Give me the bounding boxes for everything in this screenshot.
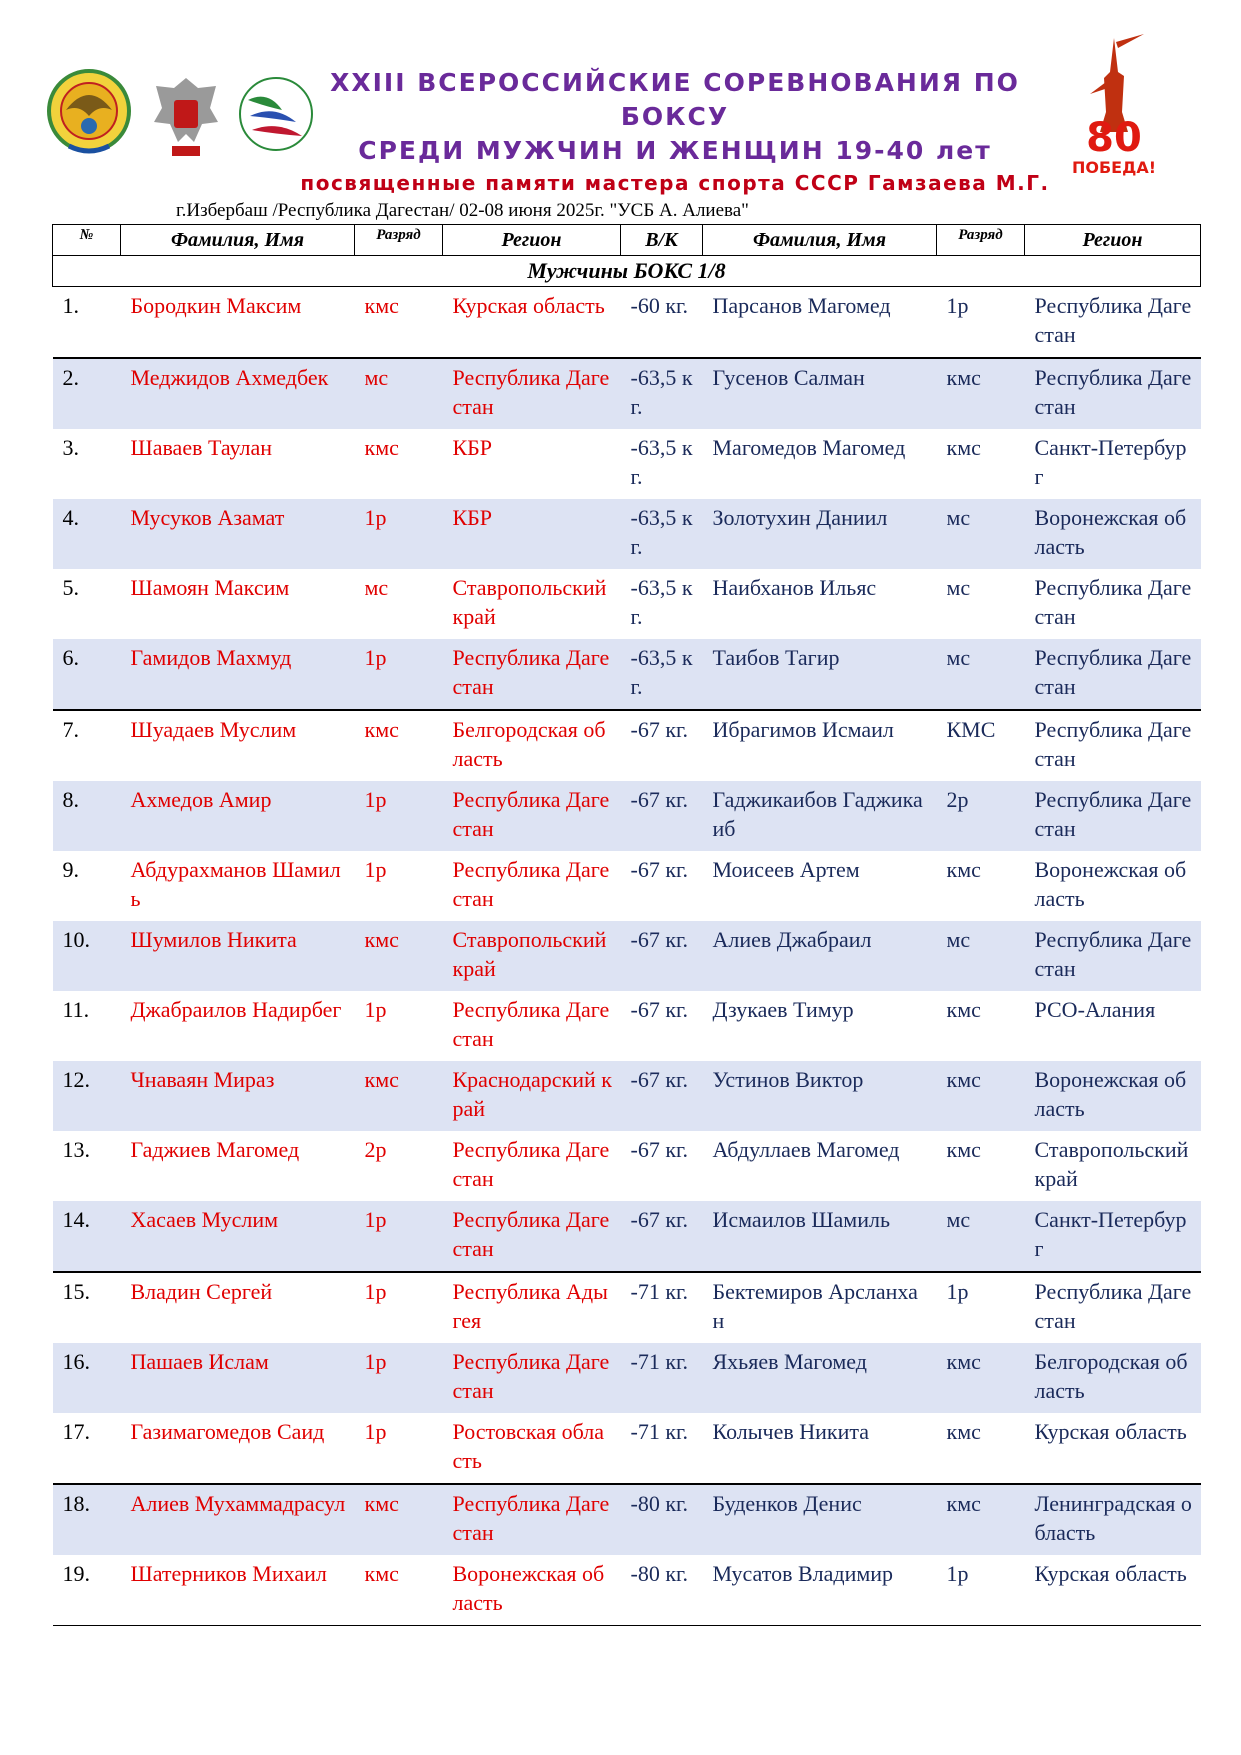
blue-fighter-rank: 1р xyxy=(937,1555,1025,1626)
table-row xyxy=(53,1413,1201,1484)
table-row xyxy=(53,499,1201,569)
table-row xyxy=(53,639,1201,710)
weight-class: -80 кг. xyxy=(621,1555,703,1626)
red-fighter-region: Республика Дагестан xyxy=(443,781,621,851)
red-fighter-region: Республика Дагестан xyxy=(443,639,621,710)
red-fighter-name: Газимагомедов Саид xyxy=(130,1419,325,1444)
weight-class: -63,5 кг. xyxy=(621,639,703,710)
red-fighter-name: Шумилов Никита xyxy=(121,921,355,991)
blue-fighter-name: Наибханов Ильяс xyxy=(712,575,877,600)
blue-fighter-region: Республика Дагестан xyxy=(1025,1272,1201,1343)
blue-fighter-rank: кмс xyxy=(946,1137,981,1162)
blue-fighter-name: Алиев Джабраил xyxy=(703,921,937,991)
bout-number: 17. xyxy=(62,1419,90,1444)
col-red-rank: Разряд xyxy=(355,225,443,256)
blue-fighter-name: Магомедов Магомед xyxy=(712,435,906,460)
red-fighter-rank: 1р xyxy=(364,1419,387,1444)
weight-class: -67 кг. xyxy=(621,1061,703,1131)
victory-80-badge xyxy=(1066,32,1162,182)
blue-fighter-rank: кмс xyxy=(946,435,981,460)
weight-class: -71 кг. xyxy=(621,1272,703,1343)
red-fighter-rank: 1р xyxy=(364,857,387,882)
table-row xyxy=(53,710,1201,781)
blue-fighter-name: Бектемиров Арсланхан xyxy=(703,1272,937,1343)
blue-fighter-rank: мс xyxy=(937,639,1025,710)
red-fighter-region: Республика Дагестан xyxy=(452,857,610,911)
blue-fighter-rank: кмс xyxy=(937,358,1025,429)
red-fighter-rank: кмс xyxy=(355,710,443,781)
bout-number: 10. xyxy=(53,921,121,991)
red-fighter-rank: 2р xyxy=(364,1137,387,1162)
red-fighter-name: Гаджиев Магомед xyxy=(130,1137,300,1162)
red-fighter-rank: 1р xyxy=(355,1201,443,1272)
section-title: Мужчины БОКС 1/8 xyxy=(53,256,1201,287)
blue-fighter-name: Устинов Виктор xyxy=(703,1061,937,1131)
weight-class: -63,5 кг. xyxy=(630,575,693,629)
blue-fighter-name: Моисеев Артем xyxy=(712,857,860,882)
blue-fighter-name: Парсанов Магомед xyxy=(703,287,937,359)
red-fighter-name: Чнаваян Мираз xyxy=(121,1061,355,1131)
weight-class: -67 кг. xyxy=(630,997,689,1022)
blue-fighter-rank: кмс xyxy=(946,1419,981,1444)
red-fighter-rank: 1р xyxy=(355,781,443,851)
red-fighter-name: Мусуков Азамат xyxy=(121,499,355,569)
red-fighter-rank: кмс xyxy=(355,1061,443,1131)
title-line-2: СРЕДИ МУЖЧИН И ЖЕНЩИН 19-40 лет xyxy=(358,136,992,165)
weight-class: -63,5 кг. xyxy=(621,358,703,429)
bout-number: 14. xyxy=(53,1201,121,1272)
bout-number: 7. xyxy=(53,710,121,781)
red-fighter-name: Шамоян Максим xyxy=(130,575,290,600)
blue-fighter-name: Гусенов Салман xyxy=(703,358,937,429)
table-row xyxy=(53,781,1201,851)
table-row xyxy=(53,1131,1201,1201)
bout-number: 5. xyxy=(62,575,79,600)
red-fighter-region: Республика Дагестан xyxy=(443,1343,621,1413)
blue-fighter-region: Республика Дагестан xyxy=(1025,287,1201,359)
bout-number: 3. xyxy=(62,435,79,460)
bout-number: 2. xyxy=(53,358,121,429)
red-fighter-name: Шуадаев Муслим xyxy=(121,710,355,781)
red-fighter-rank: кмс xyxy=(355,1555,443,1626)
weight-class: -67 кг. xyxy=(621,781,703,851)
bout-number: 4. xyxy=(53,499,121,569)
bout-number: 18. xyxy=(53,1484,121,1555)
blue-fighter-name: Золотухин Даниил xyxy=(703,499,937,569)
badge-number: 80 xyxy=(1086,115,1142,161)
bout-number: 16. xyxy=(53,1343,121,1413)
table-header xyxy=(53,225,1201,256)
red-fighter-name: Пашаев Ислам xyxy=(121,1343,355,1413)
table-row xyxy=(53,1555,1201,1626)
page-header xyxy=(0,0,1241,200)
bout-number: 8. xyxy=(53,781,121,851)
weight-class: -67 кг. xyxy=(621,1201,703,1272)
blue-fighter-rank: кмс xyxy=(937,1343,1025,1413)
red-fighter-region: Ставропольский край xyxy=(443,921,621,991)
section-row xyxy=(53,256,1201,287)
red-fighter-rank: 1р xyxy=(355,499,443,569)
red-fighter-name: Шатерников Михаил xyxy=(121,1555,355,1626)
red-fighter-name: Абдурахманов Шамиль xyxy=(130,857,341,911)
red-fighter-rank: 1р xyxy=(364,997,387,1022)
bout-number: 6. xyxy=(53,639,121,710)
table-row xyxy=(53,1201,1201,1272)
blue-fighter-region: Воронежская область xyxy=(1034,857,1187,911)
red-fighter-name: Владин Сергей xyxy=(121,1272,355,1343)
table-row xyxy=(53,1272,1201,1343)
weight-class: -67 кг. xyxy=(630,1137,689,1162)
blue-fighter-rank: кмс xyxy=(937,1061,1025,1131)
weight-class: -80 кг. xyxy=(621,1484,703,1555)
blue-fighter-region: Воронежская область xyxy=(1025,1061,1201,1131)
blue-fighter-rank: кмс xyxy=(937,1484,1025,1555)
red-fighter-name: Алиев Мухаммадрасул xyxy=(121,1484,355,1555)
blue-fighter-rank: 1р xyxy=(937,287,1025,359)
blue-fighter-name: Гаджикаибов Гаджикаиб xyxy=(703,781,937,851)
blue-fighter-region: Республика Дагестан xyxy=(1025,921,1201,991)
col-blue-region: Регион xyxy=(1025,225,1201,256)
title-line-3: посвященные памяти мастера спорта СССР Гамзаева М.Г. xyxy=(300,171,1050,195)
col-blue-name: Фамилия, Имя xyxy=(703,225,937,256)
red-fighter-region: Белгородская область xyxy=(443,710,621,781)
blue-fighter-region: Белгородская область xyxy=(1025,1343,1201,1413)
table-row xyxy=(53,429,1201,499)
blue-fighter-rank: мс xyxy=(946,575,971,600)
blue-fighter-region: Республика Дагестан xyxy=(1025,710,1201,781)
title-line-1: XXIII ВСЕРОССИЙСКИЕ СОРЕВНОВАНИЯ ПО БОКСУ xyxy=(330,68,1020,131)
blue-fighter-region: Республика Дагестан xyxy=(1034,575,1192,629)
blue-fighter-name: Яхьяев Магомед xyxy=(703,1343,937,1413)
table-row xyxy=(53,1061,1201,1131)
table-row xyxy=(53,358,1201,429)
bout-number: 19. xyxy=(53,1555,121,1626)
blue-fighter-rank: 1р xyxy=(937,1272,1025,1343)
col-red-name: Фамилия, Имя xyxy=(121,225,355,256)
weight-class: -67 кг. xyxy=(621,921,703,991)
red-fighter-region: Ростовская область xyxy=(452,1419,604,1473)
event-title xyxy=(290,66,1060,198)
blue-fighter-region: Республика Дагестан xyxy=(1025,781,1201,851)
red-fighter-rank: 1р xyxy=(355,639,443,710)
red-fighter-region: КБР xyxy=(452,435,493,460)
red-fighter-name: Хасаев Муслим xyxy=(121,1201,355,1272)
red-fighter-region: Республика Дагестан xyxy=(452,1137,610,1191)
blue-fighter-region: Республика Дагестан xyxy=(1025,639,1201,710)
table-row xyxy=(53,921,1201,991)
blue-fighter-region: РСО-Алания xyxy=(1034,997,1156,1022)
red-fighter-region: Республика Адыгея xyxy=(443,1272,621,1343)
blue-fighter-region: Санкт-Петербург xyxy=(1034,435,1187,489)
red-fighter-region: КБР xyxy=(443,499,621,569)
table-row xyxy=(53,569,1201,639)
blue-fighter-rank: кмс xyxy=(946,997,981,1022)
red-fighter-rank: кмс xyxy=(364,435,399,460)
blue-fighter-name: Таибов Тагир xyxy=(703,639,937,710)
red-fighter-rank: кмс xyxy=(355,287,443,359)
blue-fighter-region: Республика Дагестан xyxy=(1025,358,1201,429)
bout-number: 12. xyxy=(53,1061,121,1131)
weight-class: -63,5 кг. xyxy=(621,499,703,569)
red-fighter-region: Республика Дагестан xyxy=(452,997,610,1051)
red-fighter-region: Республика Дагестан xyxy=(443,358,621,429)
weight-class: -63,5 кг. xyxy=(630,435,693,489)
blue-fighter-rank: мс xyxy=(937,1201,1025,1272)
table-row xyxy=(53,991,1201,1061)
blue-fighter-rank: мс xyxy=(937,499,1025,569)
red-fighter-region: Курская область xyxy=(443,287,621,359)
blue-fighter-region: Воронежская область xyxy=(1025,499,1201,569)
weight-class: -67 кг. xyxy=(630,857,689,882)
col-red-region: Регион xyxy=(443,225,621,256)
bout-number: 13. xyxy=(62,1137,90,1162)
table-row xyxy=(53,287,1201,359)
col-number: № xyxy=(53,225,121,256)
col-blue-rank: Разряд xyxy=(937,225,1025,256)
red-fighter-name: Шаваев Таулан xyxy=(130,435,273,460)
red-fighter-name: Бородкин Максим xyxy=(121,287,355,359)
table-row xyxy=(53,1343,1201,1413)
blue-fighter-region: Санкт-Петербург xyxy=(1025,1201,1201,1272)
bout-number: 1. xyxy=(53,287,121,359)
blue-fighter-region: Курская область xyxy=(1025,1555,1201,1626)
red-fighter-region: Республика Дагестан xyxy=(443,1484,621,1555)
blue-fighter-region: Ленинградская область xyxy=(1025,1484,1201,1555)
blue-fighter-name: Исмаилов Шамиль xyxy=(703,1201,937,1272)
weight-class: -71 кг. xyxy=(630,1419,689,1444)
red-fighter-rank: кмс xyxy=(355,1484,443,1555)
weight-class: -67 кг. xyxy=(621,710,703,781)
red-fighter-rank: 1р xyxy=(355,1343,443,1413)
red-fighter-name: Меджидов Ахмедбек xyxy=(121,358,355,429)
weight-class: -60 кг. xyxy=(621,287,703,359)
red-fighter-region: Краснодарский край xyxy=(443,1061,621,1131)
bout-number: 15. xyxy=(53,1272,121,1343)
table-row xyxy=(53,1484,1201,1555)
red-fighter-rank: мс xyxy=(355,358,443,429)
blue-fighter-rank: кмс xyxy=(946,857,981,882)
bout-number: 9. xyxy=(62,857,79,882)
red-fighter-region: Республика Дагестан xyxy=(443,1201,621,1272)
red-fighter-name: Ахмедов Амир xyxy=(121,781,355,851)
red-fighter-name: Джабраилов Надирбег xyxy=(130,997,342,1022)
dagestan-emblem-icon xyxy=(44,66,134,156)
blue-fighter-name: Дзукаев Тимур xyxy=(712,997,854,1022)
blue-fighter-name: Буденков Денис xyxy=(703,1484,937,1555)
blue-fighter-name: Ибрагимов Исмаил xyxy=(703,710,937,781)
event-place: г.Избербаш /Республика Дагестан/ 02-08 июня 2025г. "УСБ А. Алиева" xyxy=(176,200,749,221)
red-fighter-region: Ставропольский край xyxy=(452,575,607,629)
table-row xyxy=(53,851,1201,921)
blue-fighter-name: Колычев Никита xyxy=(712,1419,870,1444)
weight-class: -71 кг. xyxy=(621,1343,703,1413)
blue-fighter-name: Абдуллаев Магомед xyxy=(712,1137,900,1162)
blue-fighter-rank: мс xyxy=(937,921,1025,991)
red-fighter-region: Воронежская область xyxy=(443,1555,621,1626)
red-fighter-rank: кмс xyxy=(355,921,443,991)
col-weight: В/К xyxy=(621,225,703,256)
red-fighter-rank: мс xyxy=(364,575,389,600)
red-fighter-name: Гамидов Махмуд xyxy=(121,639,355,710)
bout-number: 11. xyxy=(62,997,90,1022)
blue-fighter-rank: КМС xyxy=(937,710,1025,781)
russia-eagle-emblem-icon xyxy=(146,72,226,158)
blue-fighter-region: Ставропольский край xyxy=(1034,1137,1189,1191)
blue-fighter-region: Курская область xyxy=(1034,1419,1187,1444)
red-fighter-rank: 1р xyxy=(355,1272,443,1343)
blue-fighter-rank: 2р xyxy=(937,781,1025,851)
blue-fighter-name: Мусатов Владимир xyxy=(703,1555,937,1626)
bouts-table xyxy=(52,224,1201,1626)
badge-text: ПОБЕДА! xyxy=(1071,158,1157,177)
